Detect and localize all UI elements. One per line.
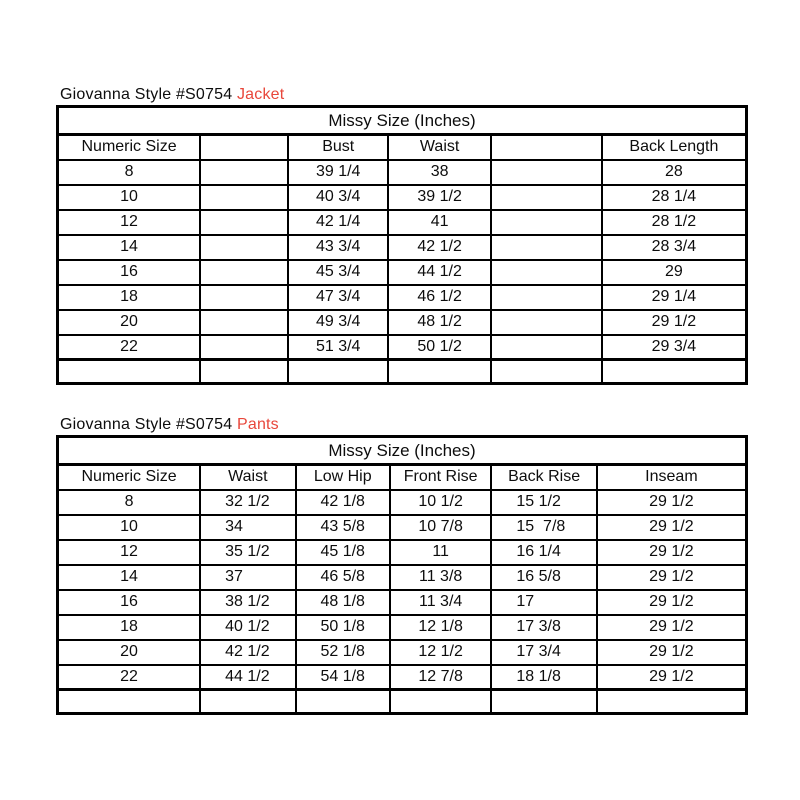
table-cell: 29 3/4 [602,335,747,360]
column-header-front-rise: Front Rise [390,465,491,490]
table-cell: 11 [390,540,491,565]
table-cell: 50 1/8 [296,615,390,640]
table-cell [200,285,288,310]
column-header-waist: Waist [388,135,491,160]
jacket-banner-missy-size: Missy Size (Inches) [58,107,747,135]
table-cell: 10 7/8 [390,515,491,540]
table-cell: 12 1/2 [390,640,491,665]
table-cell: 37 [200,565,295,590]
jacket-title-highlight: Jacket [236,86,285,103]
column-header-blank-2 [491,135,601,160]
table-cell [200,310,288,335]
table-cell: 44 1/2 [200,665,295,690]
table-cell [200,160,288,185]
table-row [58,615,747,640]
table-cell [491,310,601,335]
table-cell [491,185,601,210]
table-cell [58,690,201,714]
column-header-back-length: Back Length [602,135,747,160]
table-cell: 11 3/8 [390,565,491,590]
table-cell [491,690,596,714]
jacket-banner-row [58,107,747,135]
table-cell: 42 1/2 [200,640,295,665]
table-cell: 43 3/4 [288,235,387,260]
table-cell: 29 [602,260,747,285]
table-cell: 15 7/8 [491,515,596,540]
table-cell: 12 7/8 [390,665,491,690]
table-row [58,285,747,310]
table-cell [602,360,747,384]
table-cell: 8 [58,490,201,515]
table-row [58,160,747,185]
table-row [58,540,747,565]
table-row [58,260,747,285]
table-cell [491,285,601,310]
table-cell: 38 [388,160,491,185]
table-cell: 43 5/8 [296,515,390,540]
table-row [58,235,747,260]
table-cell: 49 3/4 [288,310,387,335]
table-cell: 29 1/2 [597,665,747,690]
table-cell: 50 1/2 [388,335,491,360]
table-cell: 16 5/8 [491,565,596,590]
jacket-chart-title [60,86,284,104]
table-cell [597,690,747,714]
table-cell: 48 1/8 [296,590,390,615]
column-header-bust: Bust [288,135,387,160]
column-header-back-rise: Back Rise [491,465,596,490]
table-cell: 29 1/2 [597,615,747,640]
table-cell: 28 [602,160,747,185]
table-cell: 44 1/2 [388,260,491,285]
table-cell: 38 1/2 [200,590,295,615]
table-cell [491,360,601,384]
table-cell: 29 1/4 [602,285,747,310]
table-row [58,665,747,690]
table-cell: 18 [58,615,201,640]
table-cell [200,185,288,210]
table-cell: 39 1/2 [388,185,491,210]
table-cell [491,160,601,185]
table-cell: 8 [58,160,201,185]
pants-banner-row [58,437,747,465]
table-cell: 46 1/2 [388,285,491,310]
table-cell: 47 3/4 [288,285,387,310]
table-cell [200,235,288,260]
column-header-blank-1 [200,135,288,160]
table-cell [200,260,288,285]
column-header-numeric-size: Numeric Size [58,135,201,160]
table-cell [491,260,601,285]
table-cell: 54 1/8 [296,665,390,690]
pants-title-highlight: Pants [236,416,279,433]
table-cell: 12 1/8 [390,615,491,640]
table-cell [390,690,491,714]
table-empty-row [58,360,747,384]
table-cell [491,335,601,360]
table-cell: 42 1/8 [296,490,390,515]
table-cell: 14 [58,565,201,590]
table-row [58,640,747,665]
table-cell: 29 1/2 [597,490,747,515]
table-cell [58,360,201,384]
table-cell [491,235,601,260]
table-cell: 29 1/2 [602,310,747,335]
table-cell: 16 1/4 [491,540,596,565]
pants-chart-title [60,416,279,434]
table-cell: 51 3/4 [288,335,387,360]
column-header-numeric-size: Numeric Size [58,465,201,490]
pants-title-prefix: Giovanna Style #S0754 [60,416,237,433]
table-cell: 29 1/2 [597,565,747,590]
table-cell: 35 1/2 [200,540,295,565]
table-cell [296,690,390,714]
table-cell: 20 [58,640,201,665]
table-cell: 17 3/4 [491,640,596,665]
table-cell [491,210,601,235]
column-header-waist: Waist [200,465,295,490]
table-cell: 28 3/4 [602,235,747,260]
table-cell: 10 1/2 [390,490,491,515]
table-cell: 20 [58,310,201,335]
table-row [58,515,747,540]
table-empty-row [58,690,747,714]
table-cell: 17 [491,590,596,615]
table-cell: 45 3/4 [288,260,387,285]
table-cell: 29 1/2 [597,590,747,615]
table-cell: 18 1/8 [491,665,596,690]
table-cell: 12 [58,210,201,235]
table-cell: 45 1/8 [296,540,390,565]
table-cell: 42 1/4 [288,210,387,235]
table-row [58,565,747,590]
table-cell: 52 1/8 [296,640,390,665]
table-cell: 15 1/2 [491,490,596,515]
table-cell: 22 [58,335,201,360]
table-cell: 41 [388,210,491,235]
table-row [58,335,747,360]
table-cell: 32 1/2 [200,490,295,515]
table-cell: 14 [58,235,201,260]
table-cell: 11 3/4 [390,590,491,615]
table-cell: 42 1/2 [388,235,491,260]
table-cell: 16 [58,590,201,615]
table-cell: 10 [58,185,201,210]
table-cell [388,360,491,384]
table-cell: 10 [58,515,201,540]
table-cell: 22 [58,665,201,690]
table-row [58,590,747,615]
table-cell: 16 [58,260,201,285]
table-cell: 48 1/2 [388,310,491,335]
table-cell [200,360,288,384]
jacket-title-prefix: Giovanna Style #S0754 [60,86,237,103]
table-row [58,310,747,335]
table-cell: 29 1/2 [597,640,747,665]
table-cell: 40 1/2 [200,615,295,640]
table-cell: 39 1/4 [288,160,387,185]
table-cell: 29 1/2 [597,515,747,540]
table-cell: 17 3/8 [491,615,596,640]
table-cell: 28 1/2 [602,210,747,235]
jacket-size-table [56,105,748,385]
column-header-low-hip: Low Hip [296,465,390,490]
table-row [58,185,747,210]
pants-size-table [56,435,748,715]
pants-banner-missy-size: Missy Size (Inches) [58,437,747,465]
table-cell: 34 [200,515,295,540]
table-cell: 12 [58,540,201,565]
pants-header-row [58,465,747,490]
table-cell: 40 3/4 [288,185,387,210]
table-cell: 28 1/4 [602,185,747,210]
jacket-header-row [58,135,747,160]
table-row [58,210,747,235]
table-cell: 29 1/2 [597,540,747,565]
table-row [58,490,747,515]
table-cell [200,335,288,360]
table-cell [200,690,295,714]
table-cell: 18 [58,285,201,310]
column-header-inseam: Inseam [597,465,747,490]
table-cell [200,210,288,235]
table-cell [288,360,387,384]
table-cell: 46 5/8 [296,565,390,590]
